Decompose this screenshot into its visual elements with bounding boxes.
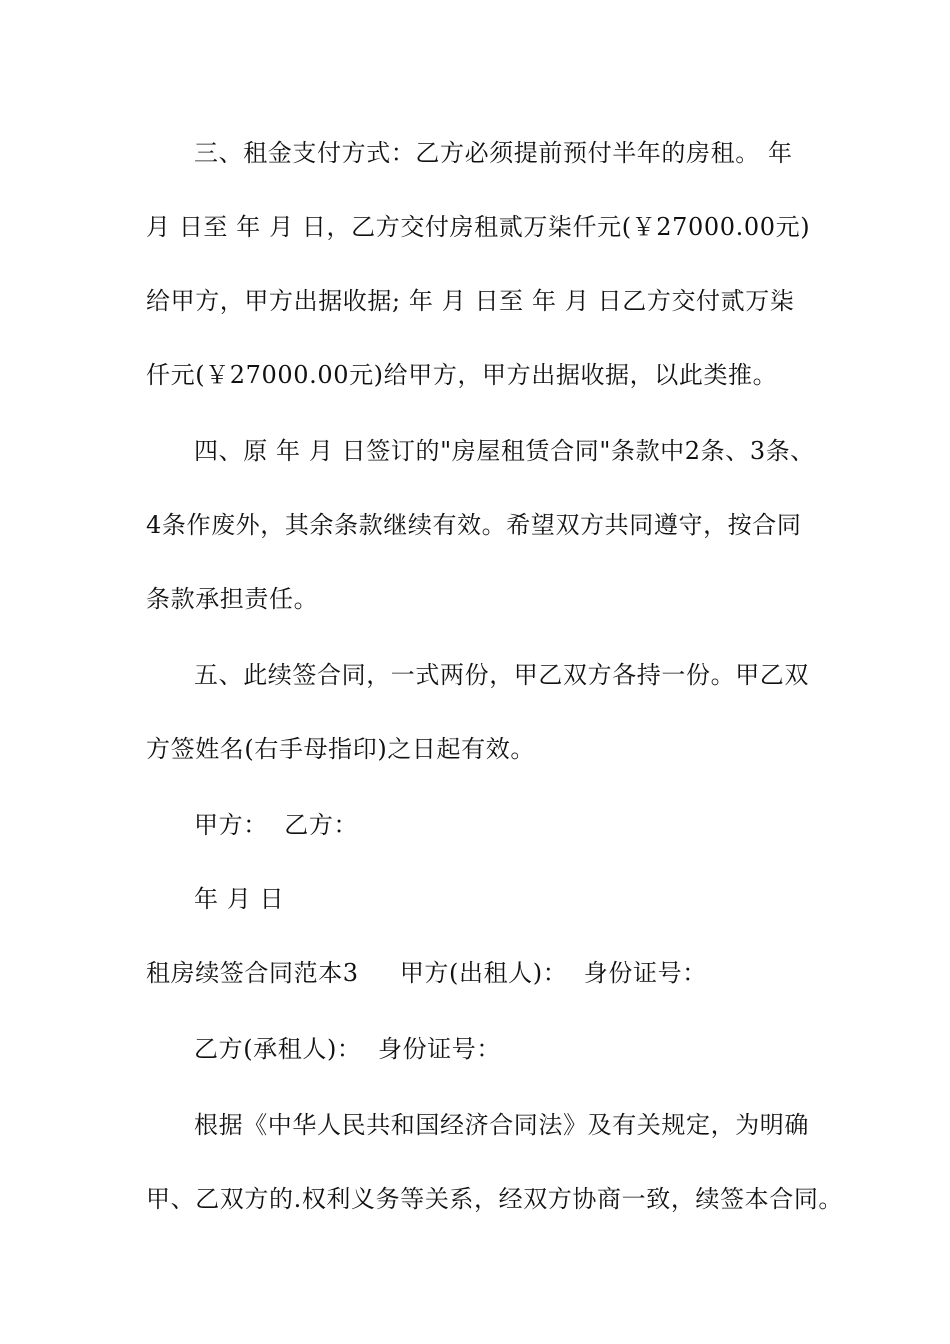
paragraph-3-line-3: 给甲方，甲方出据收据; 年 月 日至 年 月 日乙方交付贰万柒	[146, 287, 795, 315]
preamble-line-1: 根据《中华人民共和国经济合同法》及有关规定，为明确	[194, 1111, 809, 1139]
paragraph-5-line-2: 方签姓名(右手母指印)之日起有效。	[146, 735, 535, 763]
preamble-line-2: 甲、乙双方的.权利义务等关系，经双方协商一致，续签本合同。	[146, 1185, 844, 1213]
signature-date: 年 月 日	[194, 885, 285, 913]
paragraph-3-line-4: 仟元(￥27000.00元)给甲方，甲方出据收据，以此类推。	[146, 361, 778, 389]
paragraph-5-line-1: 五、此续签合同，一式两份，甲乙双方各持一份。甲乙双	[194, 661, 809, 689]
template-3-heading: 租房续签合同范本3 甲方(出租人)： 身份证号：	[146, 959, 707, 987]
paragraph-4-line-1: 四、原 年 月 日签订的"房屋租赁合同"条款中2条、3条、	[194, 437, 815, 465]
tenant-line: 乙方(承租人)： 身份证号：	[194, 1035, 501, 1063]
paragraph-4-line-3: 条款承担责任。	[146, 585, 319, 613]
paragraph-3-line-2: 月 日至 年 月 日，乙方交付房租贰万柒仟元(￥27000.00元)	[146, 213, 811, 241]
paragraph-3-line-1: 三、租金支付方式：乙方必须提前预付半年的房租。 年	[194, 139, 793, 167]
paragraph-4-line-2: 4条作废外，其余条款继续有效。希望双方共同遵守，按合同	[146, 511, 802, 539]
signature-parties: 甲方： 乙方：	[194, 811, 359, 839]
